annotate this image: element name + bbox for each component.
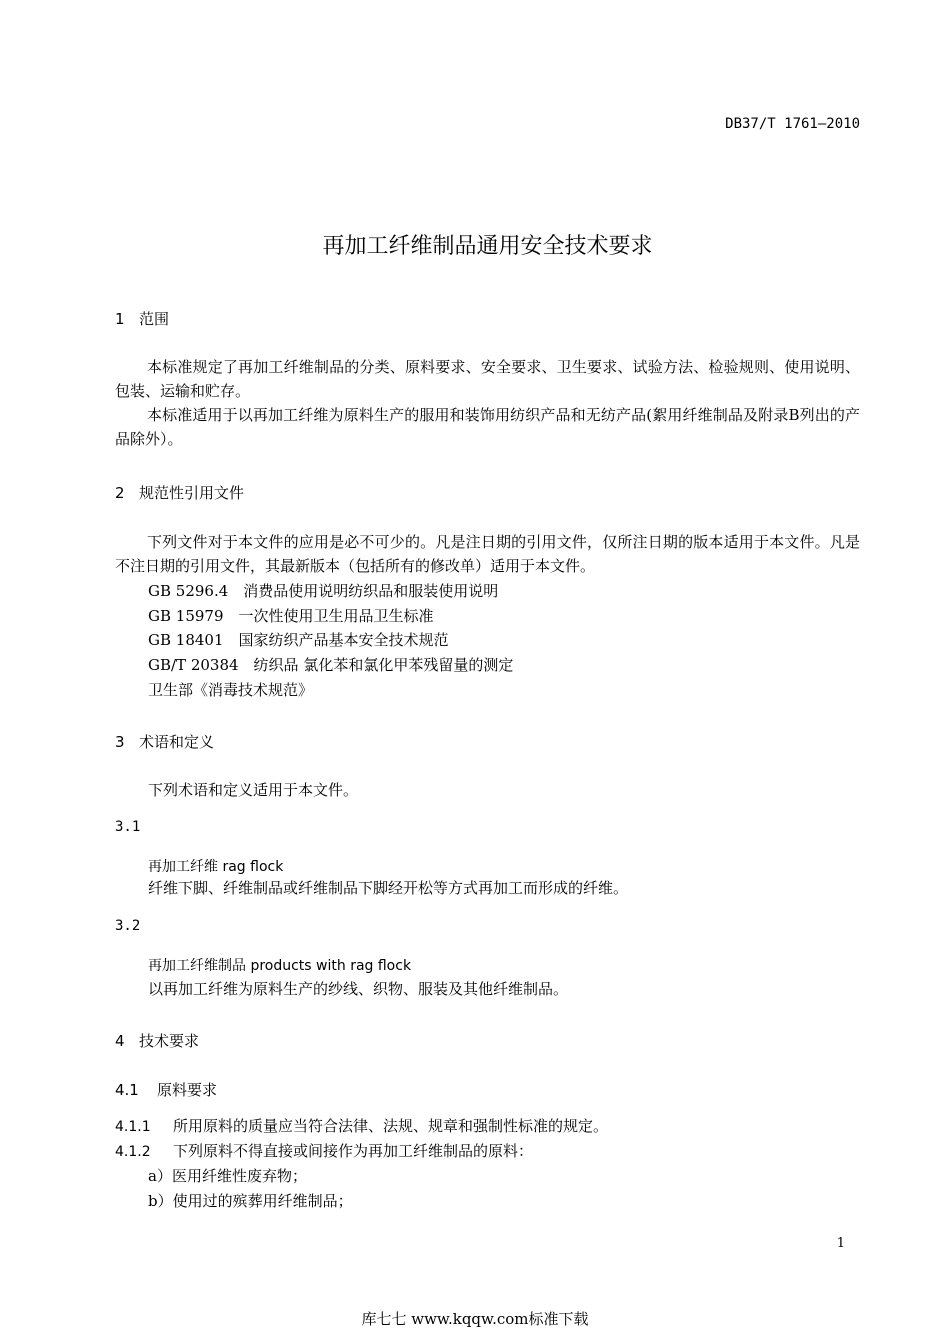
section-1-heading	[115, 308, 169, 329]
subsection-number: 4.1	[115, 1081, 139, 1099]
section-number: 1	[115, 310, 125, 328]
section-3-intro: 下列术语和定义适用于本文件。	[148, 781, 359, 799]
reference-item: GB 18401 国家纺织产品基本安全技术规范	[148, 631, 449, 649]
clause-number: 4.1.1	[115, 1119, 151, 1135]
term-number: 3.1	[115, 819, 141, 835]
section-number: 2	[115, 484, 125, 502]
reference-item: GB 15979 一次性使用卫生用品卫生标准	[148, 607, 434, 625]
section-4-heading	[115, 1030, 199, 1051]
list-item: a）医用纤维性废弃物；	[148, 1167, 307, 1185]
paragraph: 本标准适用于以再加工纤维为原料生产的服用和装饰用纺织产品和无纺产品(絮用纤维制品及附录B列出的产品除外）。	[115, 406, 860, 448]
clause-4-1-2	[115, 1139, 533, 1164]
term-number: 3.2	[115, 918, 141, 934]
term-definition: 纤维下脚、纤维制品或纤维制品下脚经开松等方式再加工而形成的纤维。	[148, 879, 629, 897]
section-number: 4	[115, 1032, 125, 1050]
term-name: 再加工纤维制品 products with rag flock	[148, 958, 412, 974]
section-number: 3	[115, 733, 125, 751]
document-code: DB37/T 1761—2010	[725, 116, 860, 132]
reference-item: GB/T 20384 纺织品 氯化苯和氯化甲苯残留量的测定	[148, 656, 514, 674]
section-title: 范围	[139, 310, 170, 328]
reference-item: 卫生部《消毒技术规范》	[148, 681, 314, 699]
term-name: 再加工纤维 rag flock	[148, 859, 284, 875]
paragraph: 本标准规定了再加工纤维制品的分类、原料要求、安全要求、卫生要求、试验方法、检验规则、使用说明、包装、运输和贮存。	[115, 358, 860, 400]
section-title: 技术要求	[139, 1032, 200, 1050]
paragraph: 下列文件对于本文件的应用是必不可少的。凡是注日期的引用文件，仅所注日期的版本适用于本文件。凡是不注日期的引用文件，其最新版本（包括所有的修改单）适用于本文件。	[115, 533, 860, 575]
document-title: 再加工纤维制品通用安全技术要求	[322, 234, 653, 259]
section-title: 规范性引用文件	[139, 484, 245, 502]
clause-4-1-1	[115, 1114, 608, 1139]
section-1-body	[115, 355, 860, 451]
subsection-4-1-heading	[115, 1079, 217, 1100]
section-2-intro	[115, 530, 860, 578]
subsection-title: 原料要求	[157, 1081, 218, 1099]
section-3-heading	[115, 731, 214, 752]
term-definition: 以再加工纤维为原料生产的纱线、织物、服装及其他纤维制品。	[148, 980, 569, 998]
section-title: 术语和定义	[139, 733, 215, 751]
page-number: 1	[836, 1236, 845, 1251]
list-item: b）使用过的殡葬用纤维制品；	[148, 1192, 353, 1210]
section-2-heading	[115, 482, 244, 503]
clause-number: 4.1.2	[115, 1144, 151, 1160]
clause-text: 下列原料不得直接或间接作为再加工纤维制品的原料：	[173, 1142, 534, 1160]
footer-watermark: 库七七 www.kqqw.com标准下载	[361, 1310, 589, 1328]
clause-text: 所用原料的质量应当符合法律、法规、规章和强制性标准的规定。	[173, 1117, 609, 1135]
reference-item: GB 5296.4 消费品使用说明纺织品和服装使用说明	[148, 582, 499, 600]
